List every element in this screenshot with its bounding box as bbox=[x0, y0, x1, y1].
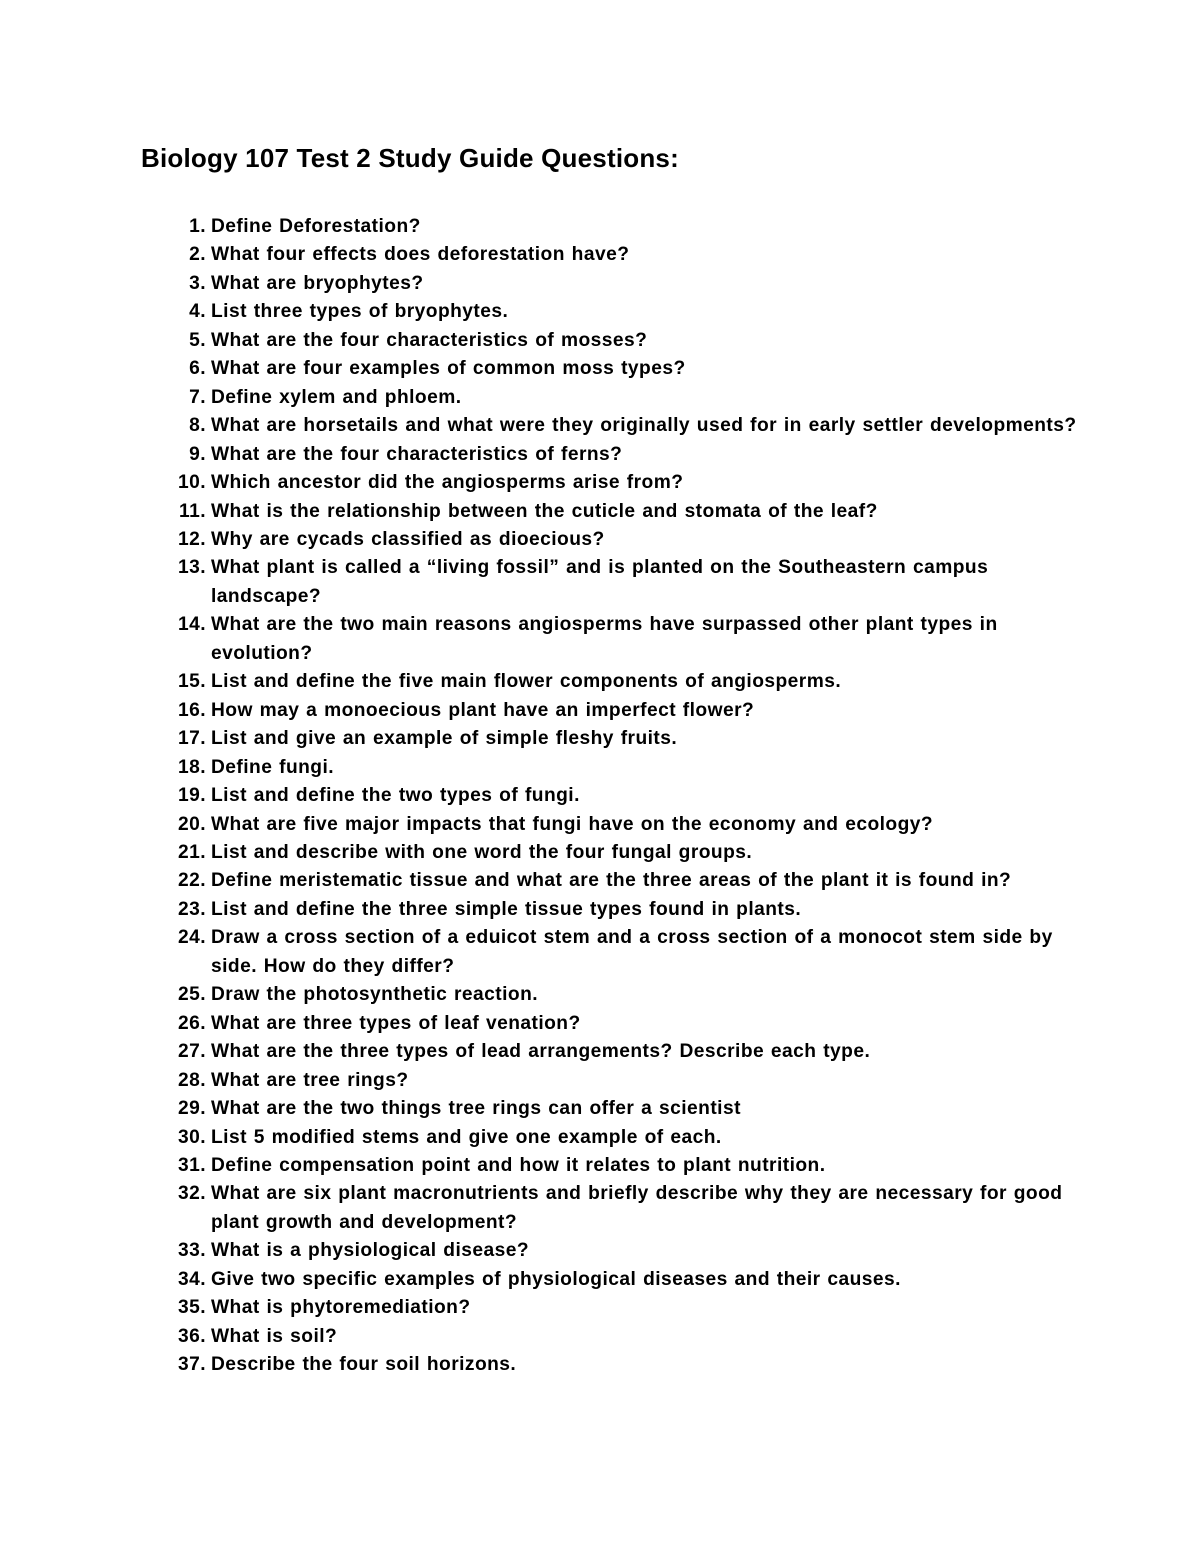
question-text: What are five major impacts that fungi have on the economy and ecology? bbox=[211, 813, 934, 835]
question-text: What are the two things tree rings can offer a scientist bbox=[211, 1098, 741, 1120]
list-item bbox=[0, 981, 1200, 1009]
question-text: Draw a cross section of a eduicot stem and a cross section of a monocot stem side by side. How do they differ? bbox=[211, 927, 1053, 977]
question-number: 11. bbox=[179, 500, 206, 522]
list-item bbox=[0, 412, 1200, 440]
question-text: Define compensation point and how it relates to plant nutrition. bbox=[211, 1154, 826, 1176]
question-text: Define Deforestation? bbox=[211, 216, 421, 237]
question-text: What are the three types of lead arrangements? Describe each type. bbox=[211, 1041, 871, 1063]
question-number: 24. bbox=[177, 927, 206, 949]
question-text: What plant is called a “living fossil” and is planted on the Southeastern campus landscape? bbox=[211, 557, 989, 607]
question-text: What are tree rings? bbox=[211, 1069, 409, 1091]
question-number: 6. bbox=[189, 358, 206, 380]
question-number: 9. bbox=[189, 443, 206, 465]
list-item bbox=[0, 1095, 1200, 1123]
list-item bbox=[0, 1038, 1200, 1066]
question-text: List and define the five main flower components of angiosperms. bbox=[211, 671, 842, 693]
list-item bbox=[0, 668, 1200, 696]
question-number: 10. bbox=[177, 472, 206, 494]
question-number: 17. bbox=[177, 728, 206, 750]
list-item bbox=[0, 1323, 1200, 1351]
question-text: Draw the photosynthetic reaction. bbox=[211, 984, 539, 1006]
question-text: What are four examples of common moss types? bbox=[211, 358, 686, 380]
list-item bbox=[0, 924, 1200, 981]
question-number: 3. bbox=[189, 272, 206, 294]
list-item bbox=[0, 611, 1200, 668]
question-text: What four effects does deforestation have? bbox=[211, 244, 630, 266]
list-item bbox=[0, 1010, 1200, 1038]
list-item bbox=[0, 327, 1200, 355]
question-text: What is the relationship between the cuticle and stomata of the leaf? bbox=[211, 500, 878, 522]
question-number: 23. bbox=[177, 898, 206, 920]
list-item bbox=[0, 782, 1200, 810]
list-item bbox=[0, 441, 1200, 469]
list-item bbox=[0, 469, 1200, 497]
question-number: 7. bbox=[189, 386, 206, 408]
list-item bbox=[0, 1067, 1200, 1095]
question-text: What are bryophytes? bbox=[211, 272, 424, 294]
list-item bbox=[0, 1237, 1200, 1265]
list-item bbox=[0, 526, 1200, 554]
list-item bbox=[0, 697, 1200, 725]
question-text: List and give an example of simple fleshy fruits. bbox=[211, 728, 678, 750]
question-text: What is phytoremediation? bbox=[211, 1297, 471, 1319]
list-item bbox=[0, 1266, 1200, 1294]
question-text: What are three types of leaf venation? bbox=[211, 1012, 581, 1034]
question-number: 8. bbox=[189, 415, 206, 437]
list-item bbox=[0, 1180, 1200, 1237]
question-text: List three types of bryophytes. bbox=[211, 301, 509, 323]
question-text: Why are cycads classified as dioecious? bbox=[211, 528, 605, 550]
list-item bbox=[0, 867, 1200, 895]
question-text: What are the four characteristics of mosses? bbox=[211, 329, 648, 351]
list-item bbox=[0, 298, 1200, 326]
question-number: 19. bbox=[177, 785, 206, 807]
question-number: 16. bbox=[177, 699, 206, 721]
question-text: Give two specific examples of physiological diseases and their causes. bbox=[211, 1268, 901, 1290]
question-text: Define xylem and phloem. bbox=[211, 386, 462, 408]
list-item bbox=[0, 213, 1200, 241]
question-text: What are the four characteristics of ferns? bbox=[211, 443, 623, 465]
question-number: 32. bbox=[177, 1183, 206, 1205]
question-list bbox=[0, 213, 1200, 1380]
question-number: 22. bbox=[177, 870, 206, 892]
list-item bbox=[0, 498, 1200, 526]
question-number: 5. bbox=[189, 329, 206, 351]
list-item bbox=[0, 270, 1200, 298]
question-number: 15. bbox=[177, 671, 206, 693]
question-number: 28. bbox=[177, 1069, 206, 1091]
question-text: List 5 modified stems and give one example of each. bbox=[211, 1126, 722, 1148]
list-item bbox=[0, 241, 1200, 269]
list-item bbox=[0, 355, 1200, 383]
list-item bbox=[0, 896, 1200, 924]
question-number: 18. bbox=[177, 756, 206, 778]
question-number: 4. bbox=[189, 301, 206, 323]
question-text: List and define the two types of fungi. bbox=[211, 785, 580, 807]
question-number: 1. bbox=[189, 216, 206, 237]
question-number: 33. bbox=[177, 1240, 206, 1262]
question-number: 25. bbox=[177, 984, 206, 1006]
list-item bbox=[0, 811, 1200, 839]
question-text: What is a physiological disease? bbox=[211, 1240, 530, 1262]
question-number: 35. bbox=[177, 1297, 206, 1319]
list-item bbox=[0, 554, 1200, 611]
question-number: 30. bbox=[177, 1126, 206, 1148]
question-number: 31. bbox=[177, 1154, 206, 1176]
list-item bbox=[0, 384, 1200, 412]
list-item bbox=[0, 1351, 1200, 1379]
question-text: List and define the three simple tissue types found in plants. bbox=[211, 898, 802, 920]
question-text: What are horsetails and what were they originally used for in early settler developments? bbox=[211, 415, 1077, 437]
list-item bbox=[0, 1294, 1200, 1322]
question-text: List and describe with one word the four fungal groups. bbox=[211, 841, 753, 863]
question-text: What is soil? bbox=[211, 1325, 338, 1347]
question-text: Which ancestor did the angiosperms arise from? bbox=[211, 472, 684, 494]
question-number: 29. bbox=[177, 1098, 206, 1120]
question-number: 14. bbox=[177, 614, 206, 636]
list-item bbox=[0, 754, 1200, 782]
question-number: 27. bbox=[177, 1041, 206, 1063]
list-item bbox=[0, 1152, 1200, 1180]
list-item bbox=[0, 839, 1200, 867]
question-number: 36. bbox=[177, 1325, 206, 1347]
question-number: 26. bbox=[177, 1012, 206, 1034]
question-number: 21. bbox=[177, 841, 206, 863]
question-number: 2. bbox=[189, 244, 206, 266]
question-number: 20. bbox=[177, 813, 206, 835]
list-item bbox=[0, 1124, 1200, 1152]
question-text: What are the two main reasons angiosperms have surpassed other plant types in evolution? bbox=[211, 614, 998, 664]
question-number: 37. bbox=[177, 1354, 206, 1376]
question-number: 12. bbox=[177, 528, 206, 550]
question-text: What are six plant macronutrients and briefly describe why they are necessary for good plant growth and development? bbox=[211, 1183, 1063, 1233]
list-item bbox=[0, 725, 1200, 753]
question-text: Define meristematic tissue and what are the three areas of the plant it is found in? bbox=[211, 870, 1012, 892]
question-text: How may a monoecious plant have an imperfect flower? bbox=[211, 699, 755, 721]
question-text: Define fungi. bbox=[211, 756, 335, 778]
question-text: Describe the four soil horizons. bbox=[211, 1354, 517, 1376]
question-number: 13. bbox=[177, 557, 206, 579]
page-title: Biology 107 Test 2 Study Guide Questions: bbox=[141, 143, 679, 173]
question-number: 34. bbox=[177, 1268, 206, 1290]
